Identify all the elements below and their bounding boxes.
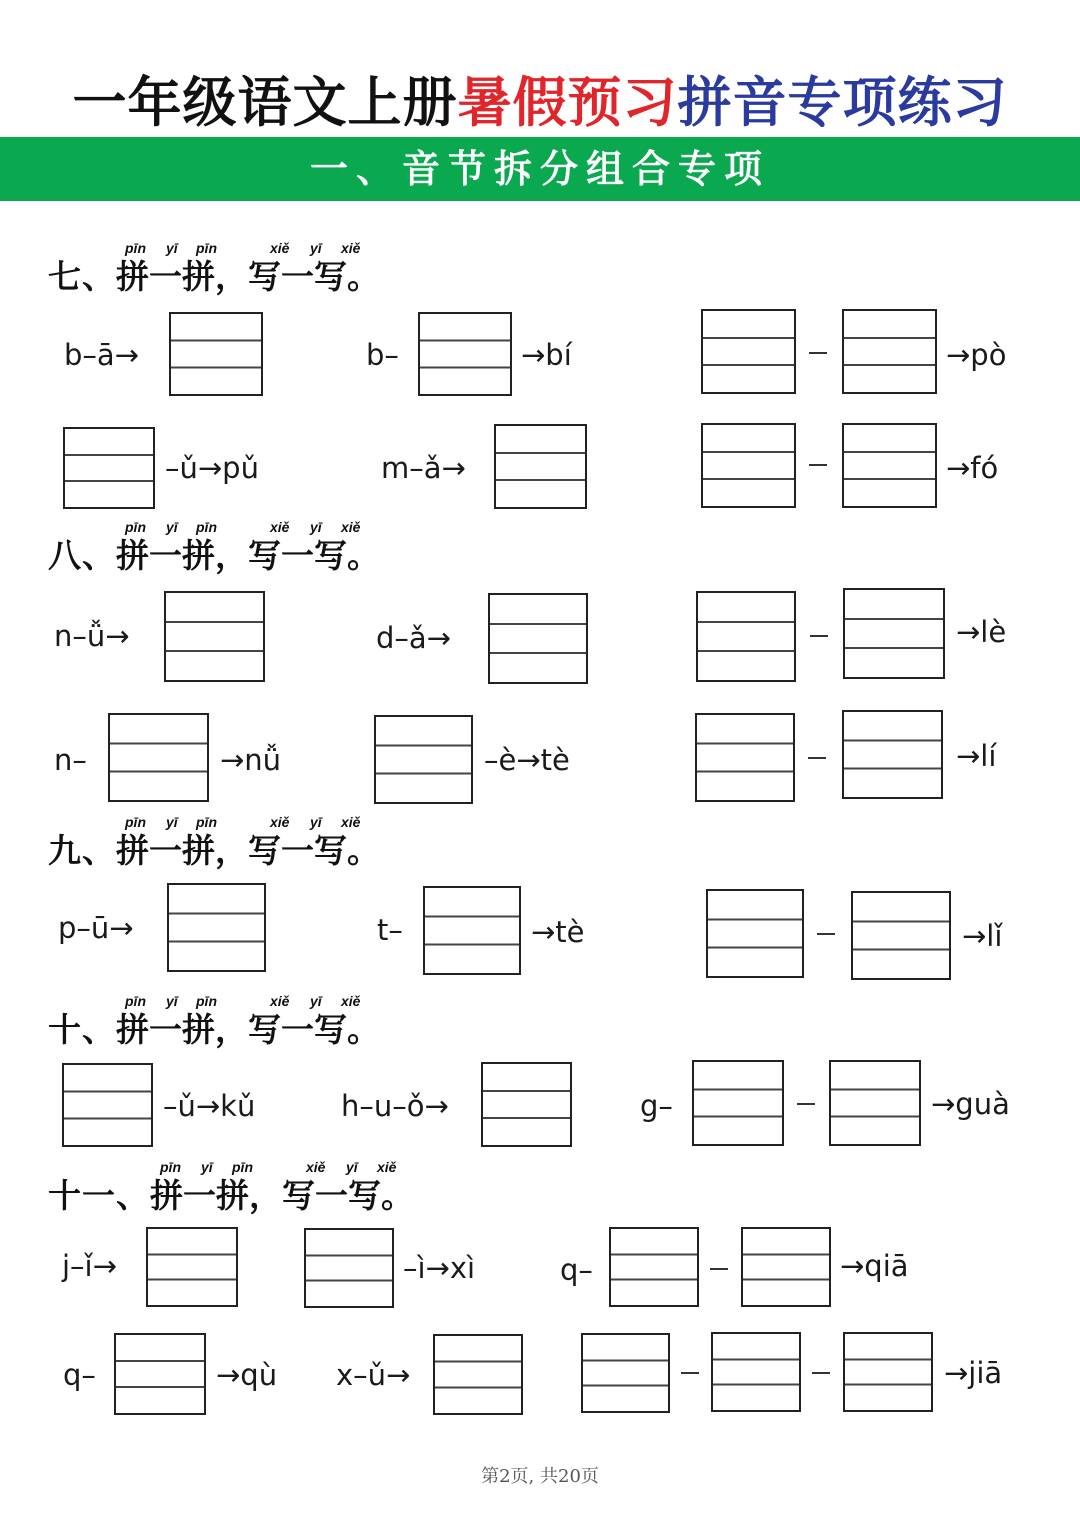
title-part-grade: 一年级语文上册 <box>72 71 458 134</box>
writing-box[interactable] <box>374 715 473 804</box>
ruby-yi: yī <box>166 240 178 256</box>
writing-box[interactable] <box>423 886 521 975</box>
syllable-label: →tè <box>531 915 585 949</box>
ruby-pin: pīn <box>196 519 217 535</box>
ruby-pin: pīn <box>125 814 146 830</box>
writing-box[interactable] <box>488 593 588 684</box>
writing-box[interactable] <box>418 312 512 396</box>
ruby-pin: pīn <box>196 240 217 256</box>
ruby-xie: xiě <box>270 993 290 1009</box>
ruby-yi: yī <box>166 993 178 1009</box>
syllable-label: g– <box>640 1089 673 1123</box>
ruby-yi: yī <box>166 814 178 830</box>
dash-divider <box>681 1372 699 1374</box>
page-title <box>0 68 1080 138</box>
ruby-pin: pīn <box>160 1159 181 1175</box>
ruby-pin: pīn <box>232 1159 253 1175</box>
syllable-label: b–ā→ <box>64 338 139 372</box>
ruby-pin: pīn <box>125 519 146 535</box>
page-number: 第2页, 共20页 <box>481 1466 599 1487</box>
writing-box[interactable] <box>692 1060 784 1146</box>
writing-box[interactable] <box>609 1227 699 1307</box>
writing-box[interactable] <box>108 713 209 802</box>
syllable-label: –ǔ→kǔ <box>163 1089 256 1123</box>
syllable-label: →guà <box>931 1087 1010 1121</box>
syllable-label: →jiā <box>944 1356 1003 1390</box>
exercise-number: 九、 <box>48 831 116 870</box>
syllable-label: j–ǐ→ <box>62 1249 117 1283</box>
syllable-label: –ì→xì <box>403 1251 476 1285</box>
syllable-label: q– <box>560 1253 593 1287</box>
syllable-label: –ǔ→pǔ <box>165 451 259 485</box>
syllable-label: →lǐ <box>962 919 1003 953</box>
syllable-label: →bí <box>521 338 572 372</box>
writing-box[interactable] <box>114 1333 206 1415</box>
ruby-yi: yī <box>310 240 322 256</box>
dash-divider <box>812 1372 830 1374</box>
writing-box[interactable] <box>433 1334 523 1415</box>
syllable-label: d–ǎ→ <box>376 621 451 655</box>
ruby-yi: yī <box>346 1159 358 1175</box>
syllable-label: –è→tè <box>484 743 570 777</box>
syllable-label: →pò <box>946 338 1007 372</box>
writing-box[interactable] <box>706 889 804 978</box>
ruby-yi: yī <box>310 993 322 1009</box>
dash-divider <box>808 757 826 759</box>
ruby-xie: xiě <box>341 993 361 1009</box>
syllable-label: →nǚ <box>220 743 282 777</box>
exercise-number: 十、 <box>48 1010 116 1049</box>
writing-box[interactable] <box>164 591 265 682</box>
ruby-yi: yī <box>166 519 178 535</box>
ruby-xie: xiě <box>341 814 361 830</box>
exercise-instruction: 拼一拼，写一写。 <box>116 831 380 870</box>
writing-box[interactable] <box>711 1332 801 1412</box>
ruby-xie: xiě <box>270 519 290 535</box>
syllable-label: b– <box>366 338 399 372</box>
syllable-label: n–ǚ→ <box>54 619 130 653</box>
ruby-pin: pīn <box>196 993 217 1009</box>
ruby-xie: xiě <box>341 240 361 256</box>
dash-divider <box>710 1268 728 1270</box>
writing-box[interactable] <box>62 1063 153 1147</box>
syllable-label: t– <box>377 913 403 947</box>
syllable-label: →qiā <box>840 1249 909 1283</box>
title-part-summer: 暑假预习 <box>457 71 678 134</box>
ruby-yi: yī <box>310 519 322 535</box>
exercise-instruction: 拼一拼，写一写。 <box>116 1010 380 1049</box>
exercise-number: 十一、 <box>48 1176 150 1215</box>
writing-box[interactable] <box>829 1060 921 1146</box>
exercise-instruction: 拼一拼，写一写。 <box>116 257 380 296</box>
exercise-instruction: 拼一拼，写一写。 <box>116 536 380 575</box>
writing-box[interactable] <box>695 713 795 802</box>
syllable-label: h–u–ǒ→ <box>341 1089 449 1123</box>
writing-box[interactable] <box>851 891 951 980</box>
syllable-label: q– <box>63 1358 96 1392</box>
ruby-xie: xiě <box>306 1159 326 1175</box>
exercise-number: 七、 <box>48 257 116 296</box>
syllable-label: p–ū→ <box>58 911 134 945</box>
title-part-pinyin: 拼音专项练习 <box>677 71 1008 134</box>
banner-text: 一、音节拆分组合专项 <box>309 146 770 191</box>
writing-box[interactable] <box>842 423 937 508</box>
ruby-pin: pīn <box>125 993 146 1009</box>
syllable-label: n– <box>54 743 87 777</box>
writing-box[interactable] <box>843 1332 933 1412</box>
dash-divider <box>797 1103 815 1105</box>
ruby-pin: pīn <box>196 814 217 830</box>
writing-box[interactable] <box>63 427 155 509</box>
writing-box[interactable] <box>842 309 937 394</box>
writing-box[interactable] <box>167 883 266 972</box>
writing-box[interactable] <box>169 312 263 396</box>
ruby-xie: xiě <box>341 519 361 535</box>
syllable-label: →lè <box>956 615 1007 649</box>
writing-box[interactable] <box>581 1333 670 1413</box>
syllable-label: →lí <box>956 739 997 773</box>
syllable-label: x–ǔ→ <box>336 1358 411 1392</box>
writing-box[interactable] <box>304 1228 394 1308</box>
writing-box[interactable] <box>843 588 945 679</box>
writing-box[interactable] <box>494 424 587 509</box>
dash-divider <box>809 464 827 466</box>
exercise-number: 八、 <box>48 536 116 575</box>
ruby-xie: xiě <box>270 814 290 830</box>
writing-box[interactable] <box>146 1227 238 1307</box>
writing-box[interactable] <box>842 710 943 799</box>
ruby-xie: xiě <box>270 240 290 256</box>
dash-divider <box>809 352 827 354</box>
syllable-label: →qù <box>216 1358 278 1392</box>
exercise-instruction: 拼一拼，写一写。 <box>150 1176 414 1215</box>
syllable-label: →fó <box>946 451 999 485</box>
writing-box[interactable] <box>701 423 796 508</box>
section-banner <box>0 137 1080 201</box>
writing-box[interactable] <box>741 1227 831 1307</box>
syllable-label: m–ǎ→ <box>381 451 466 485</box>
dash-divider <box>810 635 828 637</box>
writing-box[interactable] <box>701 309 796 394</box>
ruby-xie: xiě <box>377 1159 397 1175</box>
writing-box[interactable] <box>696 591 796 682</box>
writing-box[interactable] <box>481 1062 572 1147</box>
ruby-yi: yī <box>201 1159 213 1175</box>
dash-divider <box>817 933 835 935</box>
ruby-pin: pīn <box>125 240 146 256</box>
ruby-yi: yī <box>310 814 322 830</box>
